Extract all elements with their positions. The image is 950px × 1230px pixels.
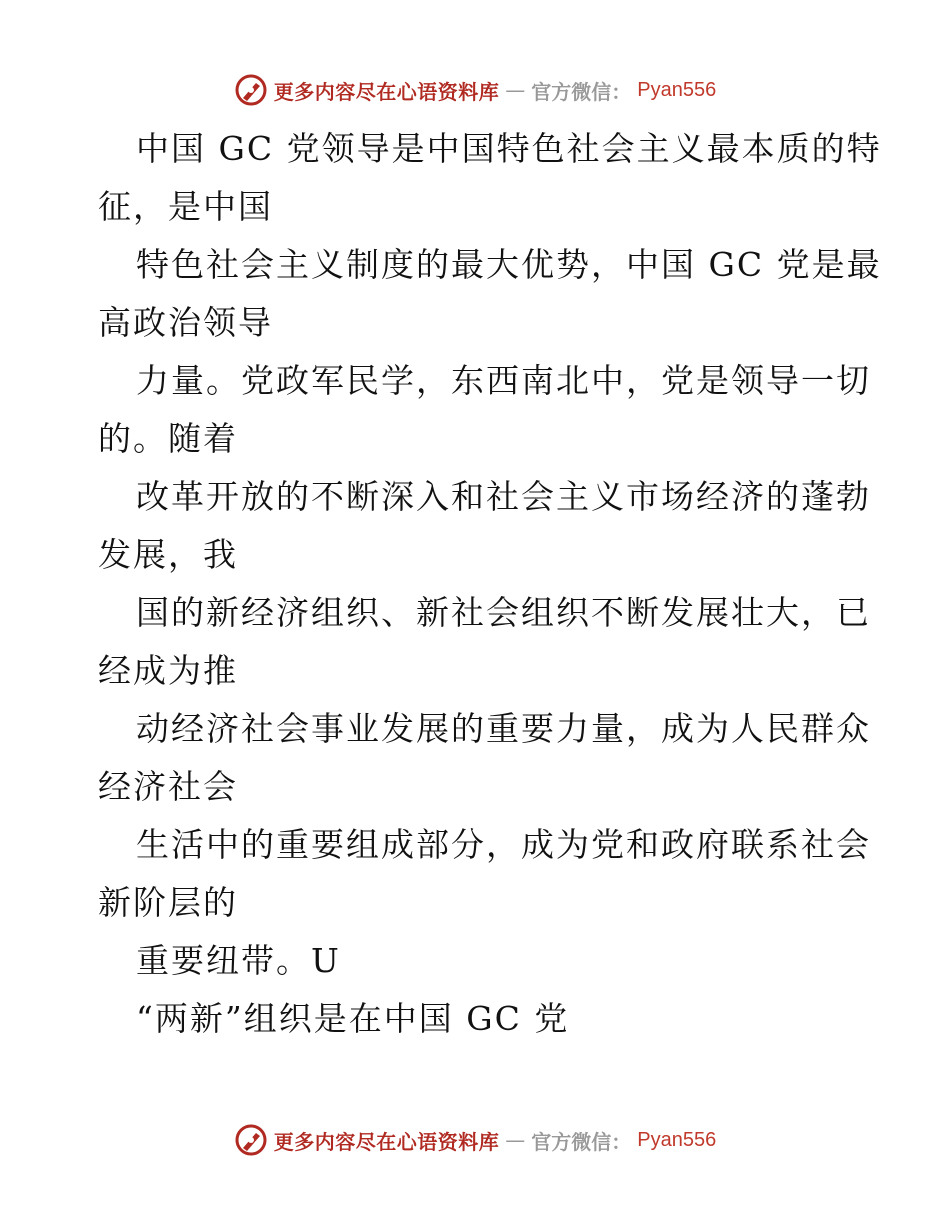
watermark-separator: — xyxy=(505,78,526,102)
paragraph-3 xyxy=(98,352,871,468)
watermark-wechat-label: 官方微信： xyxy=(531,1129,632,1154)
paragraph-line: 改革开放的不断深入和社会主义市场经济的蓬勃 xyxy=(136,477,871,516)
paragraph-line-wrap: 新阶层的 xyxy=(98,883,238,922)
paragraph-1 xyxy=(98,120,882,236)
paragraph-9 xyxy=(98,990,858,1048)
watermark-site-text: 更多内容尽在心语资料库 xyxy=(273,1129,500,1154)
paragraph-line: 力量。党政军民学，东西南北中，党是领导一切 xyxy=(136,361,871,400)
paragraph-2 xyxy=(98,236,882,352)
paragraph-6 xyxy=(98,700,871,816)
paragraph-line-wrap: 高政治领导 xyxy=(98,303,273,342)
paragraph-line-wrap: 的。随着 xyxy=(98,419,238,458)
paragraph-8 xyxy=(98,932,858,990)
watermark-wechat-id: Pyan556 xyxy=(637,1128,717,1151)
paragraph-5 xyxy=(98,584,871,700)
paragraph-line: “两新”组织是在中国 GC 党 xyxy=(136,999,570,1038)
paragraph-line: 中国 GC 党领导是中国特色社会主义最本质的特 xyxy=(136,129,882,168)
paragraph-line: 重要纽带。U xyxy=(136,941,341,980)
header-watermark xyxy=(0,70,950,110)
paragraph-line-wrap: 经成为推 xyxy=(98,651,238,690)
watermark-site-text: 更多内容尽在心语资料库 xyxy=(273,79,500,104)
paragraph-line: 动经济社会事业发展的重要力量，成为人民群众 xyxy=(136,709,871,748)
paragraph-4 xyxy=(98,468,871,584)
paragraph-line: 生活中的重要组成部分，成为党和政府联系社会 xyxy=(136,825,871,864)
watermark-separator: — xyxy=(505,1128,526,1152)
paragraph-line: 国的新经济组织、新社会组织不断发展壮大，已 xyxy=(136,593,871,632)
paragraph-line-wrap: 发展，我 xyxy=(98,535,238,574)
paragraph-line-wrap: 征，是中国 xyxy=(98,187,273,226)
watermark-wechat-label: 官方微信： xyxy=(531,79,632,104)
pen-logo-icon xyxy=(234,1123,268,1157)
document-body xyxy=(98,120,882,1048)
paragraph-line: 特色社会主义制度的最大优势，中国 GC 党是最 xyxy=(136,245,882,284)
footer-watermark xyxy=(0,1120,950,1160)
watermark-wechat-id: Pyan556 xyxy=(637,78,717,101)
paragraph-7 xyxy=(98,816,871,932)
pen-logo-icon xyxy=(234,73,268,107)
paragraph-line-wrap: 经济社会 xyxy=(98,767,238,806)
